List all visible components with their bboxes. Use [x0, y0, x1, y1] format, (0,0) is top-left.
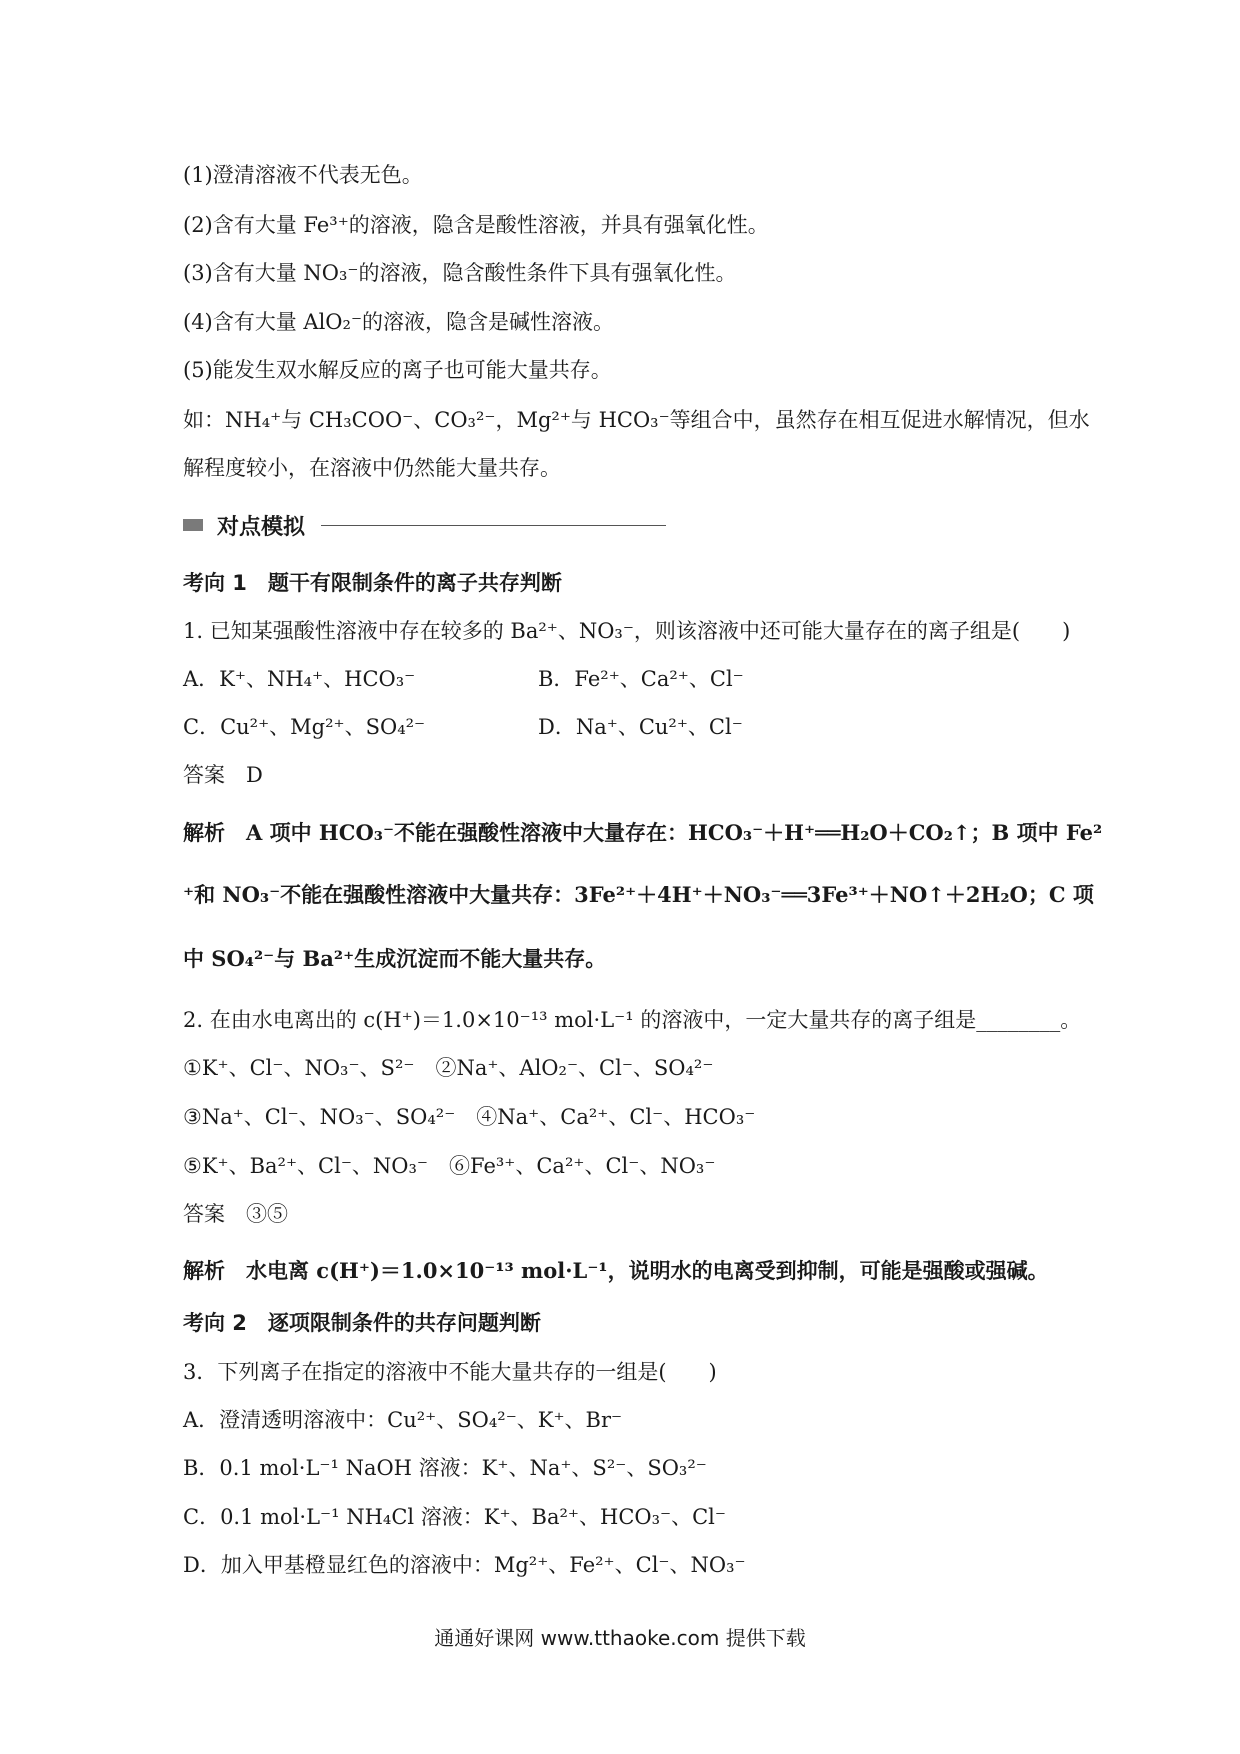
kaoxiang-2-title: 考向 2 逐项限制条件的共存问题判断 — [183, 1311, 541, 1335]
note-3: (3)含有大量 NO₃⁻的溶液，隐含酸性条件下具有强氧化性。 — [183, 261, 737, 285]
section-heading — [183, 510, 666, 540]
kaoxiang-1-title: 考向 1 题干有限制条件的离子共存判断 — [183, 571, 562, 595]
q2-analysis: 解析 水电离 c(H⁺)＝1.0×10⁻¹³ mol·L⁻¹，说明水的电离受到抑制，可能是强酸或强碱。 — [183, 1258, 1049, 1283]
q1-option-c: C．Cu²⁺、Mg²⁺、SO₄²⁻ — [183, 715, 426, 739]
note-1: (1)澄清溶液不代表无色。 — [183, 163, 423, 187]
section-rule — [321, 525, 666, 526]
section-marker — [183, 519, 203, 531]
q2-stem: 2. 在由水电离出的 c(H⁺)＝1.0×10⁻¹³ mol·L⁻¹ 的溶液中，一定大量共存的离子组是________。 — [183, 1008, 1082, 1032]
q1-analysis-line-3: 中 SO₄²⁻与 Ba²⁺生成沉淀而不能大量共存。 — [183, 946, 607, 971]
q2-answer: 答案 ③⑤ — [183, 1202, 288, 1226]
q1-analysis-line-1: 解析 A 项中 HCO₃⁻不能在强酸性溶液中大量存在：HCO₃⁻＋H⁺══H₂O＋CO₂↑；B 项中 Fe² — [183, 820, 1103, 845]
q1-option-a: A．K⁺、NH₄⁺、HCO₃⁻ — [183, 667, 416, 691]
page-footer: 通通好课网 www.tthaoke.com 提供下载 — [434, 1626, 806, 1650]
q3-option-c: C．0.1 mol·L⁻¹ NH₄Cl 溶液：K⁺、Ba²⁺、HCO₃⁻、Cl⁻ — [183, 1505, 726, 1529]
q3-option-b: B．0.1 mol·L⁻¹ NaOH 溶液：K⁺、Na⁺、S²⁻、SO₃²⁻ — [183, 1456, 707, 1480]
q2-group-row-2: ③Na⁺、Cl⁻、NO₃⁻、SO₄²⁻ ④Na⁺、Ca²⁺、Cl⁻、HCO₃⁻ — [183, 1105, 756, 1129]
q3-stem: 3．下列离子在指定的溶液中不能大量共存的一组是( ) — [183, 1360, 717, 1384]
q1-options-row-1 — [183, 664, 893, 694]
q3-option-d: D．加入甲基橙显红色的溶液中：Mg²⁺、Fe²⁺、Cl⁻、NO₃⁻ — [183, 1553, 746, 1577]
q2-group-row-1: ①K⁺、Cl⁻、NO₃⁻、S²⁻ ②Na⁺、AlO₂⁻、Cl⁻、SO₄²⁻ — [183, 1056, 714, 1080]
note-2: (2)含有大量 Fe³⁺的溶液，隐含是酸性溶液，并具有强氧化性。 — [183, 213, 769, 237]
q1-option-d: D．Na⁺、Cu²⁺、Cl⁻ — [538, 715, 743, 739]
q1-answer: 答案 D — [183, 763, 263, 787]
note-5: (5)能发生双水解反应的离子也可能大量共存。 — [183, 358, 612, 382]
section-title: 对点模拟 — [217, 514, 306, 540]
note-example: 如：NH₄⁺与 CH₃COO⁻、CO₃²⁻，Mg²⁺与 HCO₃⁻等组合中，虽然存在相互促进水解情况，但水 — [183, 408, 1090, 432]
note-example-cont: 解程度较小，在溶液中仍然能大量共存。 — [183, 456, 561, 480]
q1-analysis-line-2: ⁺和 NO₃⁻不能在强酸性溶液中大量共存：3Fe²⁺＋4H⁺＋NO₃⁻══3Fe³⁺＋NO↑＋2H₂O；C 项 — [183, 882, 1094, 907]
q3-option-a: A．澄清透明溶液中：Cu²⁺、SO₄²⁻、K⁺、Br⁻ — [183, 1408, 623, 1432]
q1-option-b: B．Fe²⁺、Ca²⁺、Cl⁻ — [538, 667, 744, 691]
q2-group-row-3: ⑤K⁺、Ba²⁺、Cl⁻、NO₃⁻ ⑥Fe³⁺、Ca²⁺、Cl⁻、NO₃⁻ — [183, 1154, 716, 1178]
note-4: (4)含有大量 AlO₂⁻的溶液，隐含是碱性溶液。 — [183, 310, 615, 334]
q1-stem: 1. 已知某强酸性溶液中存在较多的 Ba²⁺、NO₃⁻，则该溶液中还可能大量存在的离子组是( ) — [183, 619, 1071, 643]
q1-options-row-2 — [183, 712, 893, 742]
